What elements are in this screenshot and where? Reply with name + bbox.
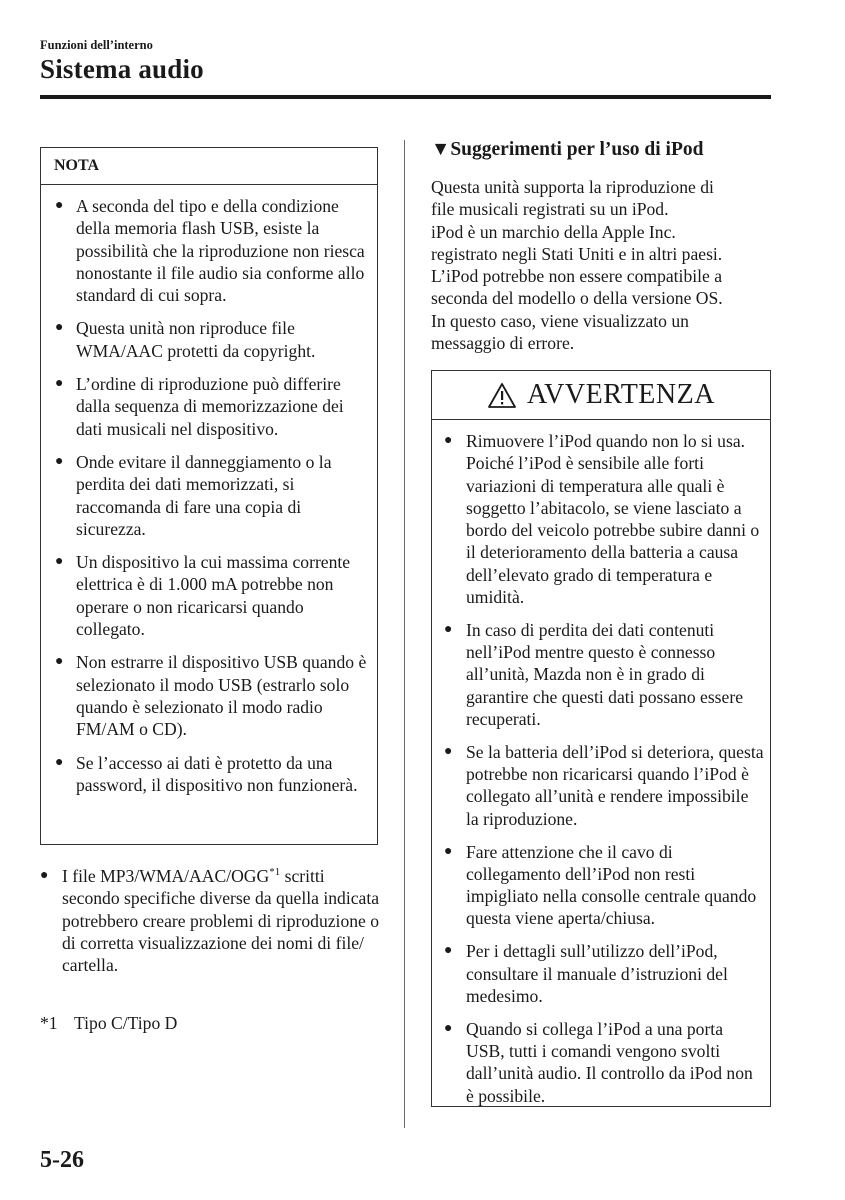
nota-box [40, 147, 378, 845]
mp3-note-list [40, 865, 380, 976]
bullet-icon: ● [444, 1020, 453, 1036]
nota-item: ● Onde evitare il danneggiamento o la perdita dei dati memorizzati, si raccomanda di fare una copia di sicurezza. [55, 451, 332, 539]
column-divider [404, 140, 405, 1128]
bullet-icon: ● [55, 453, 64, 469]
nota-heading: NOTA [41, 148, 377, 185]
warning-heading: AVVERTENZA [432, 371, 770, 420]
nota-list [41, 185, 377, 796]
triangle-down-icon: ▼ [431, 139, 451, 160]
bullet-icon: ● [444, 943, 453, 959]
section-label: Funzioni dell’interno [40, 38, 153, 52]
warning-item: ● Se la batteria dell’iPod si deteriora, questa potrebbe non ricaricarsi quando l’iPod è collegato all’unità e rendere impossibile la riproduzione. [444, 741, 764, 829]
warning-item: ● Rimuovere l’iPod quando non lo si usa. Poiché l’iPod è sensibile alle forti variazioni di temperatura alle quali è soggetto l’abitacolo, se viene lasciato a bordo del veicolo potrebbe subire danni o il deterioramento della batteria a causa dell’elevato grado di temperatura e umidità. [444, 431, 760, 608]
nota-item: ● Questa unità non riproduce file WMA/AAC protetti da copyright. [55, 318, 316, 361]
bullet-icon: ● [55, 754, 64, 770]
page-title: Sistema audio [40, 54, 204, 84]
footnote [40, 1012, 177, 1034]
bullet-icon: ● [444, 743, 453, 759]
ipod-heading: ▼Suggerimenti per l’uso di iPod [431, 139, 704, 160]
nota-item: ● Un dispositivo la cui massima corrente elettrica è di 1.000 mA potrebbe non operare o non ricaricarsi quando collegato. [55, 552, 351, 640]
warning-item: ● In caso di perdita dei dati contenuti nell’iPod mentre questo è connesso all’unità, Mazda non è in grado di garantire che questi dati possano essere recuperati. [444, 619, 743, 730]
mp3-note-item: ● I file MP3/WMA/AAC/OGG$^{*1}$ scritti secondo specifiche diverse da quella indicata potrebbero creare problemi di riproduzione o di corretta visualizzazione dei nomi di file/ cartella. [40, 866, 380, 976]
bullet-icon: ● [444, 433, 453, 448]
warning-item: ● Quando si collega l’iPod a una porta USB, tutti i comandi vengono svolti dall’unità audio. Il controllo da iPod non è possibile. [444, 1018, 753, 1106]
warning-item: ● Per i dettagli sull’utilizzo dell’iPod, consultare il manuale d’istruzioni del medesimo. [444, 941, 728, 1006]
bullet-icon: ● [55, 554, 64, 570]
footnote-mark: *1 [40, 1013, 58, 1033]
bullet-icon: ● [444, 843, 453, 859]
ipod-intro: Questa unità supporta la riproduzione di file musicali registrati su un iPod. iPod è un marchio della Apple Inc. registrato negli Stati Uniti e in altri paesi. L’iPod potrebbe non essere compatibile a seconda del modello o della versione OS. In questo caso, viene visualizzato un messaggio di errore. [431, 177, 723, 354]
title-rule [40, 95, 771, 99]
warning-list [432, 420, 770, 1107]
nota-item: ● Non estrarre il dispositivo USB quando è selezionato il modo USB (estrarlo solo quando è selezionato il modo radio FM/AM o CD). [55, 652, 367, 740]
warning-item: ● Fare attenzione che il cavo di collegamento dell’iPod non resti impigliato nella consolle centrale quando questa viene aperta/chiusa. [444, 841, 757, 929]
bullet-icon: ● [55, 376, 64, 392]
bullet-icon: ● [444, 621, 453, 637]
bullet-icon: ● [55, 654, 64, 670]
bullet-icon: ● [55, 320, 64, 336]
bullet-icon: ● [40, 868, 49, 883]
page-number: 5-26 [40, 1147, 84, 1173]
nota-item: ● A seconda del tipo e della condizione della memoria flash USB, esiste la possibilità che la riproduzione non riesca nonostante il file audio sia conforme allo standard di cui sopra. [55, 196, 365, 306]
warning-triangle-icon [487, 382, 517, 409]
bullet-icon: ● [55, 198, 64, 213]
warning-box [431, 370, 771, 1107]
footnote-text: Tipo C/Tipo D [74, 1013, 178, 1033]
nota-item: ● Se l’accesso ai dati è protetto da una password, il dispositivo non funzionerà. [55, 752, 358, 795]
footnote-ref: *1 [269, 866, 281, 878]
nota-item: ● L’ordine di riproduzione può differire dalla sequenza di memorizzazione dei dati musicali nel dispositivo. [55, 374, 344, 439]
